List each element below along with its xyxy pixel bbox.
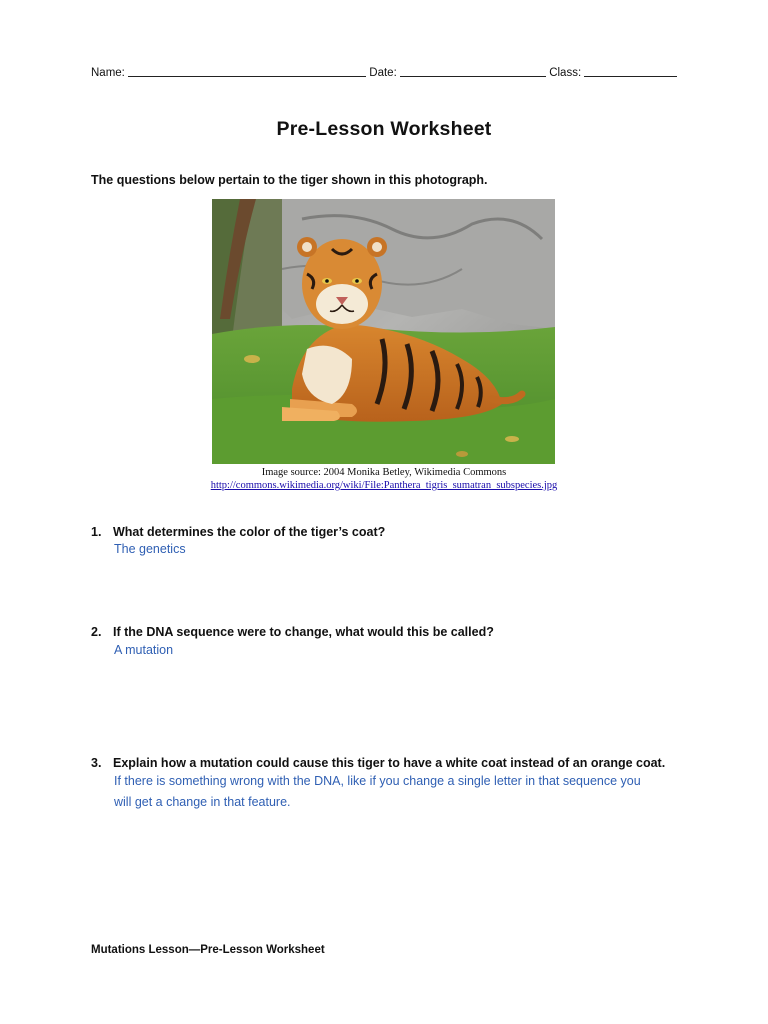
name-label: Name: xyxy=(91,67,125,79)
intro-text: The questions below pertain to the tiger shown in this photograph. xyxy=(91,173,488,187)
answer-1[interactable]: The genetics xyxy=(114,542,186,556)
question-1 xyxy=(91,525,385,539)
page-title: Pre-Lesson Worksheet xyxy=(276,118,492,140)
class-label: Class: xyxy=(549,67,582,79)
tiger-photo xyxy=(212,199,555,464)
image-source-caption: Image source: 2004 Monika Betley, Wikimedia Commons xyxy=(261,467,507,478)
question-text: Explain how a mutation could cause this tiger to have a white coat instead of an orange coat. xyxy=(113,756,666,770)
question-number: 1. xyxy=(91,525,102,539)
page-footer: Mutations Lesson—Pre-Lesson Worksheet xyxy=(91,944,325,956)
class-blank[interactable] xyxy=(584,64,677,77)
question-3 xyxy=(91,756,665,770)
answer-3[interactable]: If there is something wrong with the DNA, like if you change a single letter in that sequence you will get a change in that feature. xyxy=(114,774,641,809)
question-2 xyxy=(91,625,494,639)
question-number: 2. xyxy=(91,625,102,639)
question-text: If the DNA sequence were to change, what would this be called? xyxy=(113,625,494,639)
image-source-link[interactable]: http://commons.wikimedia.org/wiki/File:Panthera_tigris_sumatran_subspecies.jpg xyxy=(210,480,558,491)
question-number: 3. xyxy=(91,756,102,770)
header-fields xyxy=(91,64,681,79)
answer-2[interactable]: A mutation xyxy=(114,643,174,657)
name-blank[interactable] xyxy=(128,64,366,77)
date-blank[interactable] xyxy=(400,64,546,77)
question-text: What determines the color of the tiger’s coat? xyxy=(113,525,386,539)
date-label: Date: xyxy=(369,67,397,79)
